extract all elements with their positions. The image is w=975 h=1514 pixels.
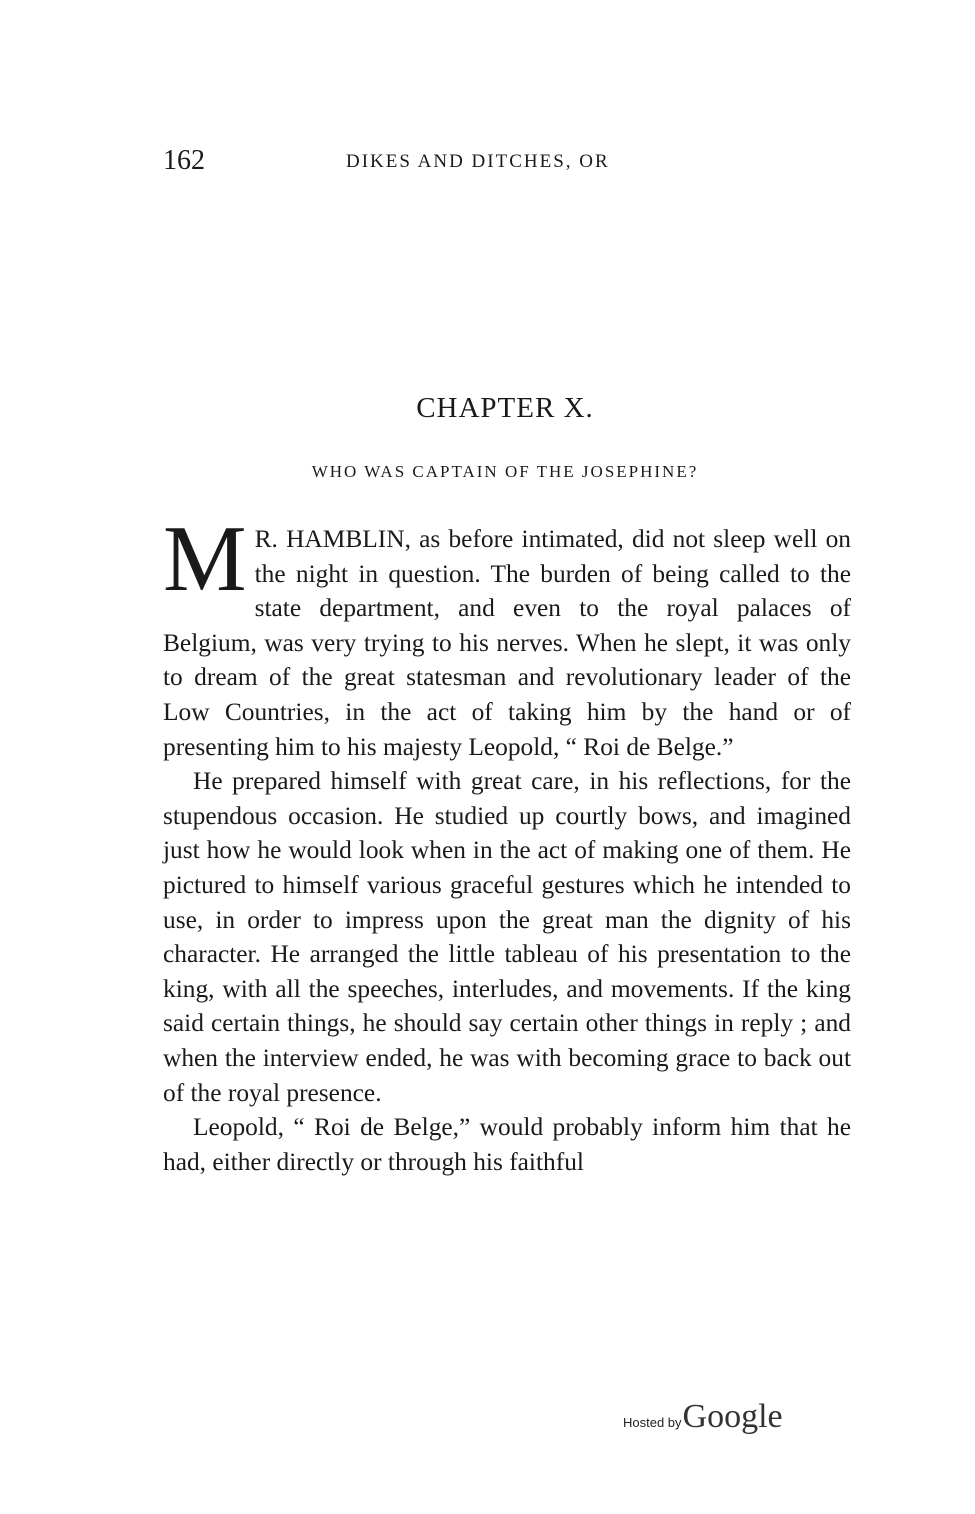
chapter-subtitle: WHO WAS CAPTAIN OF THE JOSEPHINE? (311, 462, 699, 481)
paragraph: Leopold, “ Roi de Belge,” would probably inform him that he had, either directly or through his faithful (163, 1113, 851, 1176)
hosted-by-label: Hosted by (623, 1415, 682, 1430)
paragraph (163, 507, 851, 764)
google-logo: Google (682, 1398, 783, 1435)
running-title: DIKES AND DITCHES, OR (346, 151, 610, 172)
paragraph-text: R. HAMBLIN, as before intimated, did not sleep well on the night in question. The burden of being called to the state department, and even to the royal palaces of Belgium, was very trying to his nerves. When he slept, it was only to dream of the great statesman and revolutionary leader of the Low Countries, in the act of taking him by the hand or of presenting him to his majesty Leopold, “ Roi de Belge.” (163, 525, 851, 761)
body-text (163, 507, 851, 1179)
paragraph: He prepared himself with great care, in his reflections, for the stupendous occasion. He studied up courtly bows, and imagined just how he would look when in the act of making one of them. He pictured to himself various graceful gestures which he intended to use, in order to impress upon the great man the dignity of his character. He arranged the little tableau of his presentation to the king, with all the speeches, interludes, and movements. If the king said certain things, he should say certain other things in reply ; and when the interview ended, he was with becoming grace to back out of the royal presence. (163, 767, 851, 1107)
page-number: 162 (163, 145, 205, 176)
drop-cap: M (163, 507, 247, 611)
hosted-by-google-watermark (623, 1398, 783, 1442)
chapter-title: CHAPTER X. (416, 392, 594, 424)
running-head (163, 146, 853, 176)
